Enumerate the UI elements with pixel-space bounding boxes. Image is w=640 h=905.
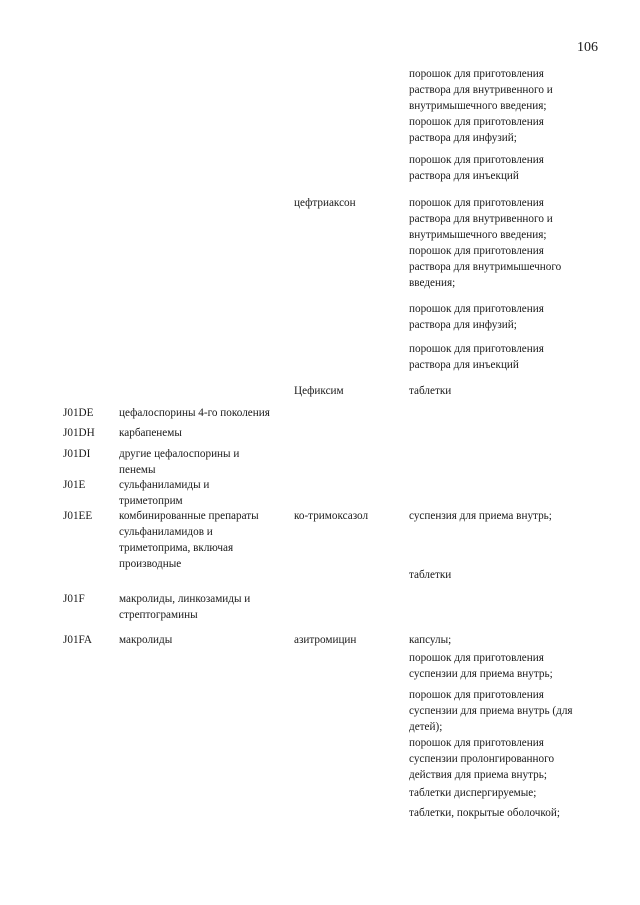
dosage-form-line: раствора для инфузий; — [409, 319, 517, 331]
group-name-line: пенемы — [119, 464, 156, 476]
group-name-cell — [119, 405, 289, 421]
dosage-form-line: суспензия для приема внутрь; — [409, 510, 552, 522]
drug-name-cell — [294, 508, 404, 524]
dosage-form-line: таблетки, покрытые оболочкой; — [409, 807, 560, 819]
dosage-form-line: порошок для приготовления — [409, 245, 544, 257]
group-name-line: триметоприм — [119, 495, 183, 507]
dosage-form-cell — [409, 301, 609, 333]
dosage-form-line: суспензии для приема внутрь; — [409, 668, 553, 680]
group-name-cell — [119, 477, 289, 509]
atc-code-cell — [63, 405, 123, 421]
dosage-form-line: внутримышечного введения; — [409, 229, 547, 241]
atc-code-cell — [63, 477, 123, 493]
drug-name-cell — [294, 383, 404, 399]
group-name-line: производные — [119, 558, 182, 570]
dosage-form-line: порошок для приготовления — [409, 303, 544, 315]
drug-name-cell — [294, 632, 404, 648]
group-name-line: сульфаниламиды и — [119, 479, 210, 491]
dosage-form-cell — [409, 650, 609, 682]
group-name-cell — [119, 425, 289, 441]
dosage-form-line: раствора для инфузий; — [409, 132, 517, 144]
dosage-form-line: раствора для внутривенного и — [409, 213, 553, 225]
group-name-line: макролиды — [119, 634, 173, 646]
atc-code-cell — [63, 591, 123, 607]
group-name-line: макролиды, линкозамиды и — [119, 593, 251, 605]
atc-code-cell — [63, 632, 123, 648]
dosage-form-line: раствора для инъекций — [409, 170, 519, 182]
group-name-line: сульфаниламидов и — [119, 526, 213, 538]
atc-code-cell — [63, 425, 123, 441]
dosage-form-line: таблетки — [409, 385, 452, 397]
atc-code-line: J01DE — [63, 407, 94, 419]
atc-code-line: J01E — [63, 479, 86, 491]
atc-code-line: J01DI — [63, 448, 91, 460]
dosage-form-line: порошок для приготовления — [409, 68, 544, 80]
group-name-line: другие цефалоспорины и — [119, 448, 240, 460]
atc-code-line: J01FA — [63, 634, 93, 646]
dosage-form-line: суспензии пролонгированного — [409, 753, 555, 765]
dosage-form-cell — [409, 341, 609, 373]
group-name-line: стрептограмины — [119, 609, 198, 621]
dosage-form-cell — [409, 632, 609, 648]
group-name-line: карбапенемы — [119, 427, 182, 439]
drug-name-line: Цефиксим — [294, 385, 344, 397]
dosage-form-cell — [409, 66, 609, 146]
dosage-form-line: введения; — [409, 277, 456, 289]
group-name-cell — [119, 591, 289, 623]
atc-code-line: J01EE — [63, 510, 93, 522]
group-name-line: цефалоспорины 4-го поколения — [119, 407, 270, 419]
group-name-cell — [119, 508, 289, 572]
dosage-form-line: порошок для приготовления — [409, 343, 544, 355]
group-name-cell — [119, 446, 289, 478]
dosage-form-cell — [409, 785, 609, 801]
dosage-form-line: порошок для приготовления — [409, 652, 544, 664]
dosage-form-line: порошок для приготовления — [409, 737, 544, 749]
dosage-form-line: порошок для приготовления — [409, 197, 544, 209]
dosage-form-line: суспензии для приема внутрь (для — [409, 705, 573, 717]
dosage-form-cell — [409, 383, 609, 399]
dosage-form-cell — [409, 195, 609, 291]
atc-code-cell — [63, 446, 123, 462]
page-number: 106 — [577, 40, 598, 55]
dosage-form-line: таблетки — [409, 569, 452, 581]
dosage-form-cell — [409, 567, 609, 583]
dosage-form-line: действия для приема внутрь; — [409, 769, 547, 781]
drug-name-cell — [294, 195, 404, 211]
dosage-form-line: раствора для внутривенного и — [409, 84, 553, 96]
dosage-form-cell — [409, 805, 609, 821]
drug-name-line: цефтриаксон — [294, 197, 356, 209]
dosage-form-line: порошок для приготовления — [409, 154, 544, 166]
drug-name-line: азитромицин — [294, 634, 357, 646]
group-name-cell — [119, 632, 289, 648]
dosage-form-cell — [409, 152, 609, 184]
dosage-form-cell — [409, 508, 609, 524]
atc-code-line: J01DH — [63, 427, 95, 439]
dosage-form-line: раствора для инъекций — [409, 359, 519, 371]
dosage-form-cell — [409, 687, 609, 783]
dosage-form-line: порошок для приготовления — [409, 689, 544, 701]
dosage-form-line: раствора для внутримышечного — [409, 261, 562, 273]
drug-name-line: ко-тримоксазол — [294, 510, 369, 522]
group-name-line: триметоприма, включая — [119, 542, 234, 554]
dosage-form-line: таблетки диспергируемые; — [409, 787, 537, 799]
atc-code-cell — [63, 508, 123, 524]
dosage-form-line: внутримышечного введения; — [409, 100, 547, 112]
dosage-form-line: детей); — [409, 721, 443, 733]
dosage-form-line: капсулы; — [409, 634, 452, 646]
group-name-line: комбинированные препараты — [119, 510, 259, 522]
atc-code-line: J01F — [63, 593, 85, 605]
dosage-form-line: порошок для приготовления — [409, 116, 544, 128]
